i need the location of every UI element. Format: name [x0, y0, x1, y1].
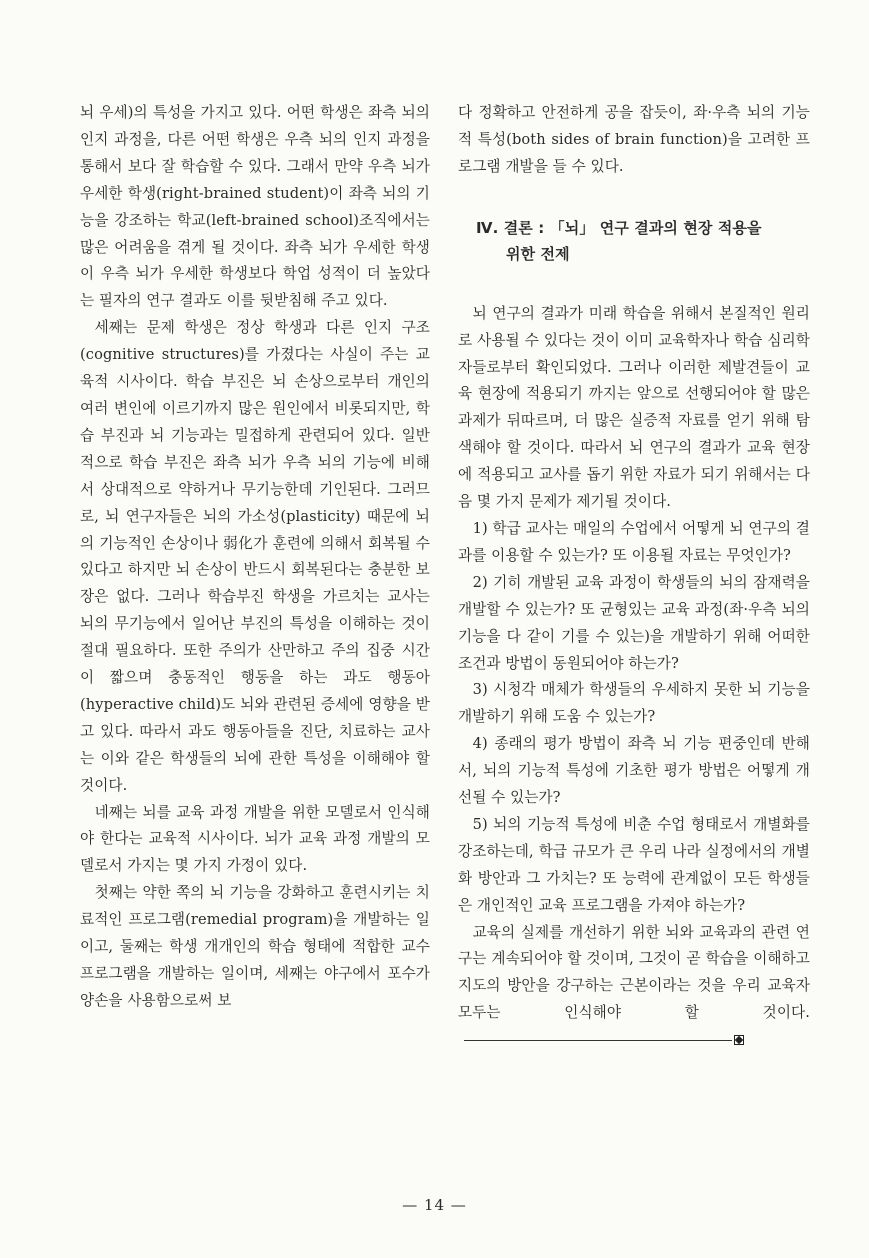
left-paragraph-3: 네째는 뇌를 교육 과정 개발을 위한 모델로서 인식해야 한다는 교육적 시사이다. 뇌가 교육 과정 개발의 모델로서 가지는 몇 가지 가정이 있다.: [80, 803, 430, 875]
right-paragraph-1: 다 정확하고 안전하게 공을 잡듯이, 좌·우측 뇌의 기능적 특성(both sides of brain function)을 고려한 프로그램 개발을 들 수 있다.: [458, 104, 810, 175]
page-number: — 14 —: [402, 1196, 467, 1214]
question-4: 4) 종래의 평가 방법이 좌측 뇌 기능 편중인데 반해서, 뇌의 기능적 특성에 기초한 평가 방법은 어떻게 개선될 수 있는가?: [458, 735, 810, 807]
conclusion-text: 교육의 실제를 개선하기 위한 뇌와 교육과의 관련 연구는 계속되어야 할 것이며, 그것이 곧 학습을 이해하고 지도의 방안을 강구하는 근본이라는 것을 우리 교육자 모두는 인식해야 할 것이다.: [458, 923, 810, 1022]
left-column: [80, 100, 430, 1015]
left-paragraph-1: 뇌 우세)의 특성을 가지고 있다. 어떤 학생은 좌측 뇌의 인지 과정을, 다른 어떤 학생은 우측 뇌의 인지 과정을 통해서 보다 잘 학습할 수 있다. 그래서 만약 우측 뇌가 우세한 학생(right-brained student)이 좌측 뇌의 기능을 강조하는 학교(left-brained school)조직에서는 많은 어려움을 겪게 될 것이다. 좌측 뇌가 우세한 학생이 우측 뇌가 우세한 학생보다 학업 성적이 더 높았다는 필자의 연구 결과도 이를 뒷받침해 주고 있다.: [80, 104, 430, 310]
right-column: [458, 100, 810, 1054]
boxed-diamond-icon: [734, 1035, 744, 1045]
question-1: 1) 학급 교사는 매일의 수업에서 어떻게 뇌 연구의 결과를 이용할 수 있는가? 또 이용될 자료는 무엇인가?: [458, 519, 810, 564]
conclusion-paragraph: [458, 920, 810, 1055]
left-paragraph-2: 세째는 문제 학생은 정상 학생과 다른 인지 구조(cognitive structures)를 가졌다는 사실이 주는 교육적 시사이다. 학습 부진은 뇌 손상으로부터 개인의 여러 변인에 이르기까지 많은 원인에서 비롯되지만, 학습 부진과 뇌 기능과는 밀접하게 관련되어 있다. 일반적으로 학습 부진은 좌측 뇌가 우측 뇌의 기능에 비해서 상대적으로 약하거나 무기능한데 기인된다. 그러므로, 뇌 연구자들은 뇌의 가소성(plasticity) 때문에 뇌의 기능적인 손상이나 弱化가 훈련에 의해서 회복될 수 있다고 하지만 뇌 손상이 반드시 회복된다는 충분한 보장은 없다. 그러나 학습부진 학생을 가르치는 교사는 뇌의 무기능에서 일어난 부진의 특성을 이해하는 것이 절대 필요하다. 또한 주의가 산만하고 주의 집중 시간이 짧으며 충동적인 행동을 하는 과도 행동아(hyperactive child)도 뇌와 관련된 증세에 영향을 받고 있다. 따라서 과도 행동아들을 진단, 치료하는 교사는 이와 같은 학생들의 뇌에 관한 특성을 이해해야 할 것이다.: [80, 319, 430, 794]
section-heading: [476, 215, 810, 267]
section-heading-line-1: Ⅳ. 결론 : 「뇌」 연구 결과의 현장 적용을: [476, 218, 762, 237]
section-heading-line-2: 위한 전제: [506, 244, 570, 263]
question-2: 2) 기히 개발된 교육 과정이 학생들의 뇌의 잠재력을 개발할 수 있는가? 또 균형있는 교육 과정(좌·우측 뇌의 기능을 다 같이 기를 수 있는)을 개발하기 위해 어떠한 조건과 방법이 동원되어야 하는가?: [458, 573, 810, 672]
left-paragraph-4: 첫째는 약한 쪽의 뇌 기능을 강화하고 훈련시키는 치료적인 프로그램(remedial program)을 개발하는 일이고, 둘째는 학생 개개인의 학습 형태에 적합한 교수 프로그램을 개발하는 일이며, 세째는 야구에서 포수가 양손을 사용함으로써 보: [80, 884, 430, 1009]
question-5: 5) 뇌의 기능적 특성에 비춘 수업 형태로서 개별화를 강조하는데, 학급 규모가 큰 우리 나라 실정에서의 개별화 방안과 그 가치는? 또 능력에 관계없이 모든 학생들은 개인적인 교육 프로그램을 가져야 하는가?: [458, 815, 810, 914]
end-rule: [464, 1040, 732, 1041]
right-paragraph-2: 뇌 연구의 결과가 미래 학습을 위해서 본질적인 원리로 사용될 수 있다는 것이 이미 교육학자나 학습 심리학자들로부터 확인되었다. 그러나 이러한 제발견들이 교육 현장에 적용되기 까지는 앞으로 선행되어야 할 많은 과제가 뒤따르며, 더 많은 실증적 자료를 얻기 위해 탐색해야 할 것이다. 따라서 뇌 연구의 결과가 교육 현장에 적용되고 교사를 돕기 위한 자료가 되기 위해서는 다음 몇 가지 문제가 제기될 것이다.: [458, 304, 810, 511]
question-3: 3) 시청각 매체가 학생들의 우세하지 못한 뇌 기능을 개발하기 위해 도움 수 있는가?: [458, 681, 810, 726]
